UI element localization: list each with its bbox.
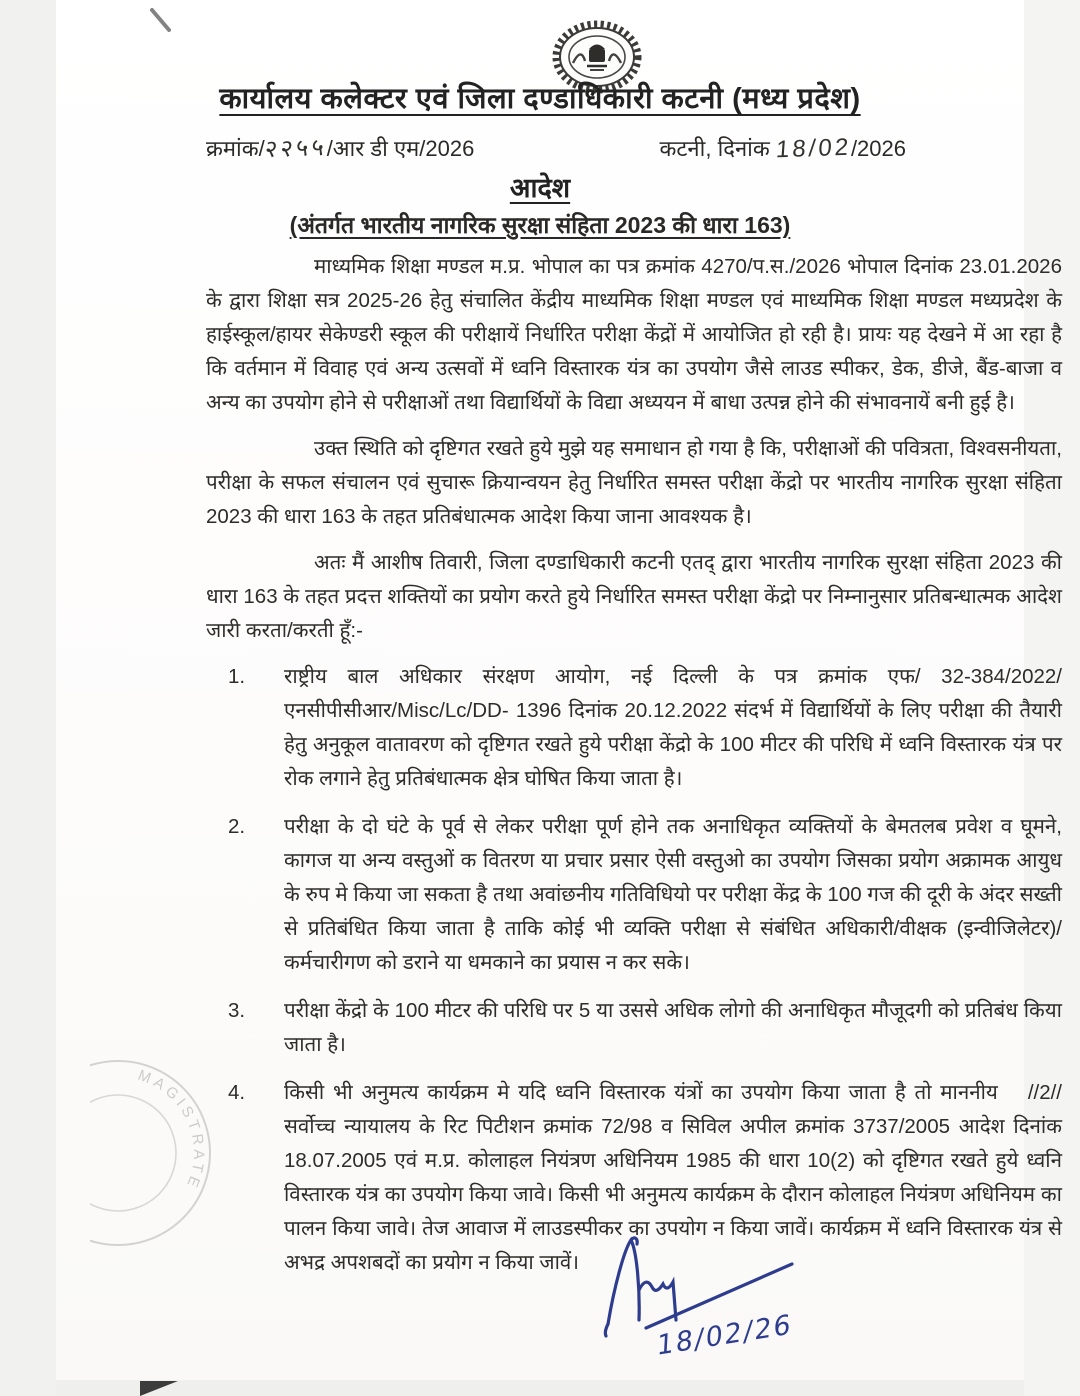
list-item-text: राष्ट्रीय बाल अधिकार संरक्षण आयोग, नई दिल्ली के पत्र क्रमांक एफ/ 32-384/2022/एनसीपीसीआर/Misc/Lc/DD- 1396 दिनांक 20.12.2022 संदर्भ में विद्यार्थियों के लिए परीक्षा की तैयारी हेतु अनुकूल वातावरण को दृष्टिगत रखते हुये परीक्षा केंद्रो के 100 मीटर की परिधि में ध्वनि विस्तारक यंत्र पर रोक लगाने हेतु प्रतिबंधात्मक क्षेत्र घोषित किया जाता है। <box>284 665 1062 790</box>
signature-ink <box>594 1228 844 1378</box>
order-subtitle: (अंतर्गत भारतीय नागरिक सुरक्षा संहिता 2023 की धारा 163) <box>289 212 791 238</box>
list-item-number: 1. <box>228 665 246 688</box>
list-item <box>206 810 1062 980</box>
list-item-text: किसी भी अनुमत्य कार्यक्रम मे यदि ध्वनि विस्तारक यंत्रों का उपयोग किया जाता है तो माननीय सर्वोच्च न्यायालय के रिट पिटीशन क्रमांक 72/98 व सिविल अपील क्रमांक 3737/2005 आदेश दिनांक 18.07.2005 एवं म.प्र. कोलाहल नियंत्रण अधिनियम 1985 की धारा 10(2) को दृष्टिगत रखते हुये ध्वनि विस्तारक यंत्र का उपयोग किया जावे। किसी भी अनुमत्य कार्यक्रम के दौरान कोलाहल नियंत्रण अधिनियम का पालन किया जावे। तेज आवाज में लाउडस्पीकर का उपयोग न किया जावें। कार्यक्रम में ध्वनि विस्तारक यंत्र से अभद्र अपशबदों का प्रयोग न किया जावें। <box>284 1081 1062 1274</box>
reference-line <box>206 131 906 164</box>
pen-mark <box>148 6 174 34</box>
order-clause-list <box>206 660 1062 1280</box>
signature-date: 18/02/26 <box>656 1308 794 1363</box>
scan-edge-bottom <box>56 1380 1024 1396</box>
list-item-text: परीक्षा के दो घंटे के पूर्व से लेकर परीक्षा पूर्ण होने तक अनाधिकृत व्यक्तियों के बेमतलब प्रवेश व घूमने, कागज या अन्य वस्तुओं क वितरण या प्रचार प्रसार ऐसी वस्तुओ का उपयोग जिसका प्रयोग अक्रामक आयुध के रुप मे किया जा सकता है तथा अवांछनीय गतिविधियो पर परीक्षा केंद्र के 100 गज की दूरी के अंदर सख्ती से प्रतिबंधित किया जाता है ताकि कोई भी व्यक्ति परीक्षा से संबंधित अधिकारी/वीक्षक (इन्वीजिलेटर)/कर्मचारीगण को डराने या धमकाने का प्रयास न कर सके। <box>284 815 1063 974</box>
list-item-number: 3. <box>228 999 246 1022</box>
page-marker: //2// <box>1027 1081 1062 1104</box>
svg-text:MAGISTRATE <box>136 1067 208 1193</box>
order-title: आदेश <box>509 173 571 203</box>
handwritten-ref-number: २२५५ <box>263 133 328 164</box>
paragraph: अतः मैं आशीष तिवारी, जिला दण्डाधिकारी कटनी एतद् द्वारा भारतीय नागरिक सुरक्षा संहिता 2023 की धारा 163 के तहत प्रदत्त शक्तियों का प्रयोग करते हुये निर्धारित समस्त परीक्षा केंद्रो पर निम्नानुसार प्रतिबन्धात्मक आदेश जारी करता/करती हूँ:- <box>206 551 1062 642</box>
list-item-number: 2. <box>228 815 246 838</box>
list-item-number: 4. <box>228 1081 246 1104</box>
stamp-text: MAGISTRATE <box>135 1066 208 1194</box>
list-item-text: परीक्षा केंद्रो के 100 मीटर की परिधि पर 5 या उससे अधिक लोगो की अनाधिकृत मौजूदगी को प्रतिबंध किया जाता है। <box>284 999 1062 1056</box>
page-corner-mark <box>140 1381 178 1396</box>
handwritten-date: 18/02 <box>774 133 852 164</box>
list-item <box>206 660 1062 796</box>
order-body <box>206 250 1062 1294</box>
place-and-date: कटनी, दिनांक 18/02/2026 <box>659 133 906 164</box>
reference-number: क्रमांक/२२५५/आर डी एम/2026 <box>206 131 474 164</box>
scan-edge-left <box>0 0 56 1396</box>
list-item <box>206 994 1062 1062</box>
document-page <box>56 0 1063 1380</box>
office-title: कार्यालय कलेक्टर एवं जिला दण्डाधिकारी कटनी (मध्य प्रदेश) <box>219 83 861 115</box>
paragraph: माध्यमिक शिक्षा मण्डल म.प्र. भोपाल का पत्र क्रमांक 4270/प.स./2026 भोपाल दिनांक 23.01.2026 के द्वारा शिक्षा सत्र 2025-26 हेतु संचालित केंद्रीय माध्यमिक शिक्षा मण्डल एवं माध्यमिक शिक्षा मण्डल मध्यप्रदेश के हाईस्कूल/हायर सेकेण्डरी स्कूल की परीक्षायें निर्धारित परीक्षा केंद्रों में आयोजित हो रही है। प्रायः यह देखने में आ रहा है कि वर्तमान में विवाह एवं अन्य उत्सवों में ध्वनि विस्तारक यंत्र का उपयोग जैसे लाउड स्पीकर, डेक, डीजे, बैंड-बाजा व अन्य का उपयोग होने से परीक्षाओं तथा विद्यार्थियों के विद्या अध्ययन में बाधा उत्पन्न होने की संभावनायें बनी हुई है। <box>206 255 1062 414</box>
signature <box>594 1228 844 1378</box>
paragraph: उक्त स्थिति को दृष्टिगत रखते हुये मुझे यह समाधान हो गया है कि, परीक्षाओं की पवित्रता, विश्वसनीयता, परीक्षा के सफल संचालन एवं सुचारू क्रियान्वयन हेतु निर्धारित समस्त परीक्षा केंद्रो पर भारतीय नागरिक सुरक्षा संहिता 2023 की धारा 163 के तहत प्रतिबंधात्मक आदेश किया जाना आवश्यक है। <box>206 437 1062 528</box>
